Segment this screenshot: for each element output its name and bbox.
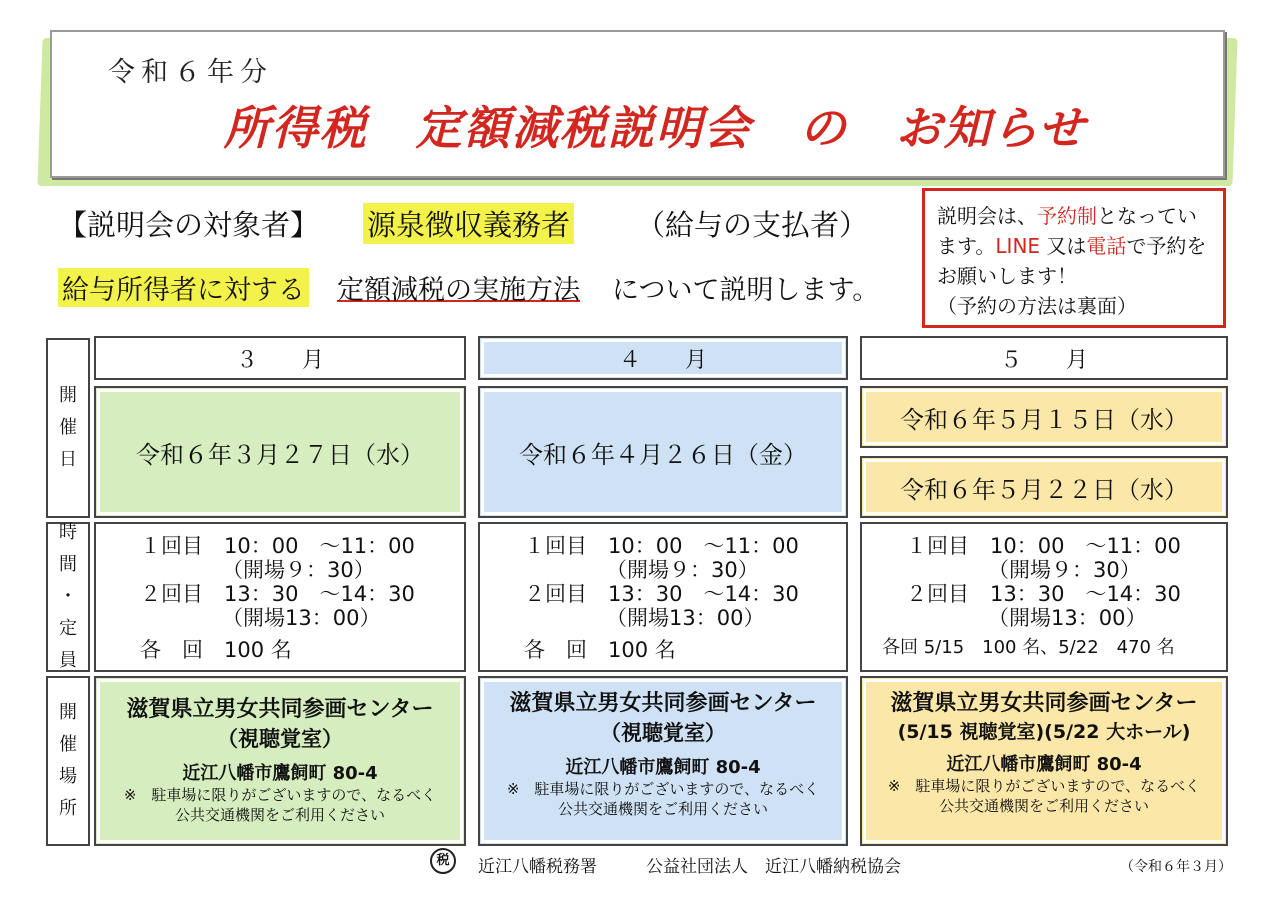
parking-note: ※ 駐車場に限りがございますので、なるべく <box>506 780 820 798</box>
event-date: 令和６年４月２６日（金） <box>519 440 807 469</box>
resv-highlight-reserve: 予約制 <box>1037 204 1097 228</box>
month-header-may <box>860 336 1228 380</box>
row-label-date <box>46 338 90 518</box>
session1: １回目 10：00 ～11：00 <box>906 534 1181 558</box>
row-label-place-text: 開 催 場 所 <box>59 702 77 819</box>
venue-cell-march <box>94 676 466 846</box>
row-label-place <box>46 676 90 846</box>
month-header-march <box>94 336 466 380</box>
venue-address: 近江八幡市鷹飼町 80-4 <box>565 757 761 778</box>
venue-name: 滋賀県立男女共同参画センター <box>890 691 1198 716</box>
page-title: 所得税 定額減税説明会 の お知らせ <box>223 101 1087 155</box>
tax-office-seal-icon: 税 <box>430 848 456 874</box>
session1-open: （開場９：30） <box>606 558 759 582</box>
venue-room: （視聴覚室） <box>600 721 726 745</box>
month-label: ３ 月 <box>235 347 324 373</box>
tax-office-name: 近江八幡税務署 <box>478 857 597 877</box>
session1-open: （開場９：30） <box>222 558 375 582</box>
row-label-time <box>46 522 90 672</box>
row-label-time-text: 時 間 ・ 定 員 <box>59 522 77 671</box>
venue-room: （視聴覚室） <box>217 727 343 751</box>
year-label: 令和６年分 <box>108 57 273 88</box>
month-label: ４ 月 <box>618 347 707 373</box>
venue-address: 近江八幡市鷹飼町 80-4 <box>946 754 1142 775</box>
capacity: 各回 5/15 100 名、5/22 470 名 <box>882 637 1175 658</box>
session2-open: （開場13：00） <box>222 606 381 630</box>
intro-part1: 給与所得者に対する <box>58 268 309 307</box>
parking-note: ※ 駐車場に限りがございますので、なるべく <box>123 786 437 804</box>
venue-name: 滋賀県立男女共同参画センター <box>509 691 817 716</box>
resv-text1: 説明会は、 <box>937 204 1037 228</box>
time-cell-march <box>94 522 466 672</box>
intro-part2: 定額減税の実施方法 <box>337 275 580 306</box>
date-cell-may-2 <box>860 456 1228 518</box>
session1: １回目 10：00 ～11：00 <box>524 534 799 558</box>
session2: ２回目 13：30 ～14：30 <box>524 582 799 606</box>
tax-association-name: 公益社団法人 近江八幡納税協会 <box>646 857 901 877</box>
resv-text8: （予約の方法は裏面） <box>937 294 1137 318</box>
event-date: 令和６年５月２２日（水） <box>900 475 1188 504</box>
venue-room: (5/15 視聴覚室)(5/22 大ホール) <box>897 721 1191 743</box>
target-note: （給与の支払者） <box>636 208 869 242</box>
time-cell-may <box>860 522 1228 672</box>
target-value: 源泉徴収義務者 <box>363 203 574 244</box>
event-date: 令和６年５月１５日（水） <box>900 405 1188 434</box>
session1-open: （開場９：30） <box>988 558 1141 582</box>
date-cell-march <box>94 386 466 518</box>
target-label: 【説明会の対象者】 <box>58 208 320 242</box>
venue-cell-april <box>478 676 848 846</box>
intro-part3: について説明します。 <box>612 275 880 306</box>
resv-highlight-line: LINE <box>995 234 1041 258</box>
parking-note: ※ 駐車場に限りがございますので、なるべく <box>887 777 1201 795</box>
capacity: 各 回 100 名 <box>524 638 676 662</box>
reservation-notice <box>922 188 1226 328</box>
resv-highlight-phone: 電話 <box>1086 234 1127 258</box>
session2-open: （開場13：00） <box>606 606 765 630</box>
event-date: 令和６年３月２７日（水） <box>136 440 424 469</box>
date-cell-april <box>478 386 848 518</box>
transit-note: 公共交通機関をご利用ください <box>557 800 768 818</box>
transit-note: 公共交通機関をご利用ください <box>174 806 385 824</box>
venue-name: 滋賀県立男女共同参画センター <box>126 697 434 722</box>
row-label-date-text: 開 催 日 <box>59 385 77 470</box>
resv-text5: 又は <box>1046 234 1087 258</box>
month-header-april <box>478 336 848 380</box>
resv-text7: で予約をお願いします！ <box>937 234 1207 288</box>
time-cell-april <box>478 522 848 672</box>
session2: ２回目 13：30 ～14：30 <box>140 582 415 606</box>
date-cell-may-1 <box>860 386 1228 448</box>
capacity: 各 回 100 名 <box>140 638 292 662</box>
transit-note: 公共交通機関をご利用ください <box>938 797 1149 815</box>
month-label: ５ 月 <box>999 347 1088 373</box>
session2-open: （開場13：00） <box>988 606 1147 630</box>
venue-cell-may <box>860 676 1228 846</box>
issue-date: （令和６年３月） <box>1120 859 1232 875</box>
session1: １回目 10：00 ～11：00 <box>140 534 415 558</box>
venue-address: 近江八幡市鷹飼町 80-4 <box>182 763 378 784</box>
session2: ２回目 13：30 ～14：30 <box>906 582 1181 606</box>
resv-text3: となっています。 <box>937 204 1197 258</box>
